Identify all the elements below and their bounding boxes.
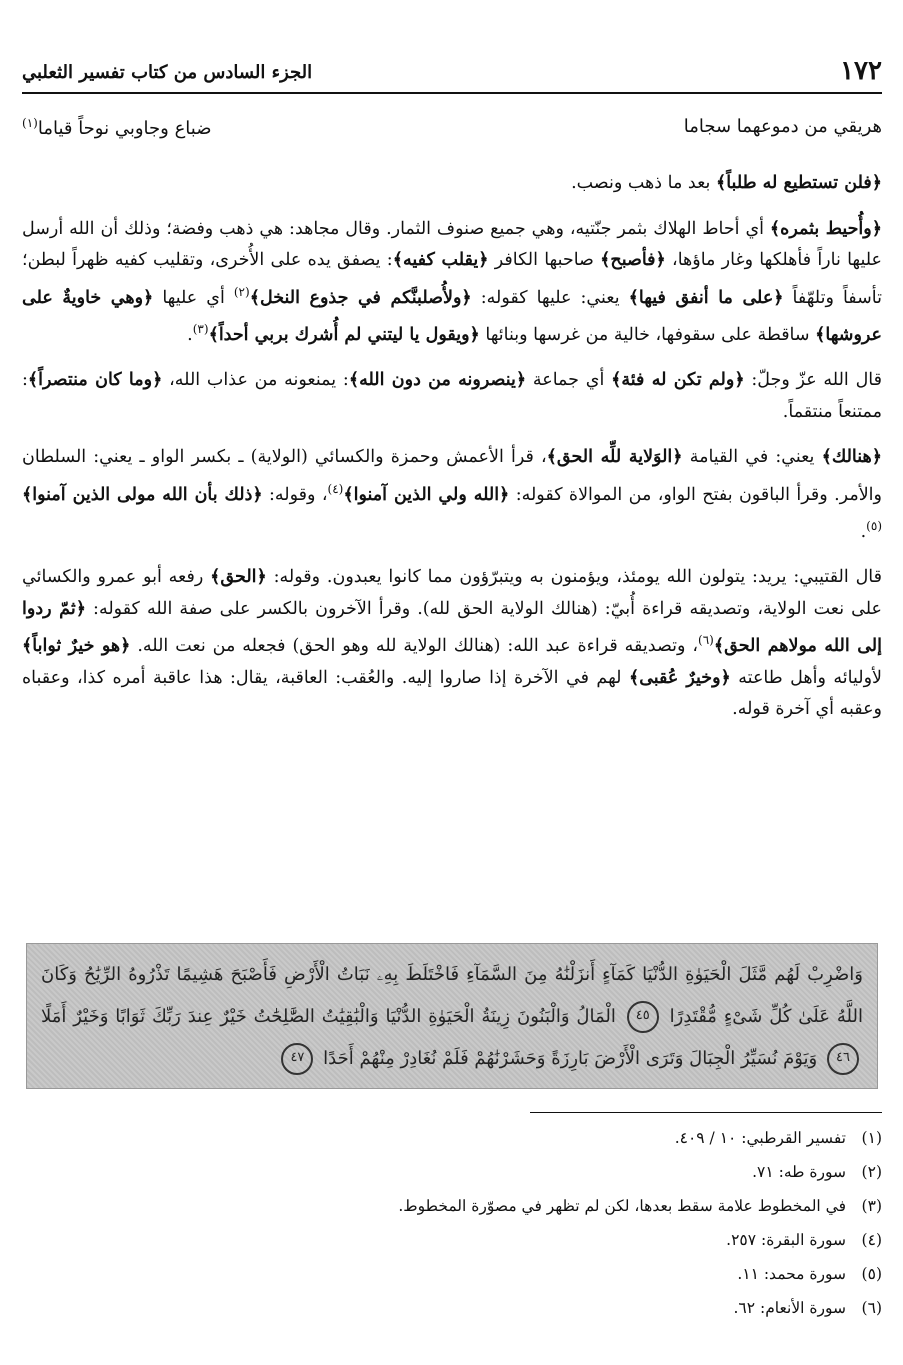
book-page	[22, 0, 882, 1365]
quran-quote: ﴿ينصرونه من دون الله﴾	[348, 370, 527, 391]
paragraph-text: صاحبها الكافر	[488, 250, 601, 270]
paragraph-text: أي عليها	[153, 287, 234, 308]
footnote-number: (٢)	[861, 1163, 882, 1181]
footnote-rule	[530, 1112, 882, 1113]
quran-quote: ﴿ثمّ ردوا إلى الله مولاهم الحق﴾	[22, 598, 882, 657]
paragraph	[22, 168, 882, 200]
poetry-verse	[22, 116, 882, 156]
paragraph-text: ، وقوله:	[262, 484, 328, 505]
quran-quote: ﴿ويقول يا ليتني لم أُشرك بربي أحداً﴾	[208, 324, 480, 345]
quran-quote: ﴿وهي خاويةٌ على عروشها﴾	[22, 287, 882, 345]
ayah-number-marker: ٤٥	[627, 1001, 659, 1033]
quran-verse: وَاضْرِبْ لَهُم مَّثَلَ الْحَيَوٰةِ الدُّنْيَا كَمَآءٍ أَنزَلْنَٰهُ مِنَ السَّمَآءِ فَاخْتَلَطَ بِهِۦ نَبَاتُ الْأَرْضِ فَأَصْبَحَ هَشِيمًا تَذْرُوهُ الرِّيَٰحُ وَكَانَ اللَّهُ عَلَىٰ كُلِّ شَىْءٍ مُّقْتَدِرًا	[41, 964, 863, 1027]
footnote-number: (٤)	[861, 1231, 882, 1249]
footnote	[22, 1124, 882, 1158]
footnote-ref[interactable]: (١)	[22, 116, 38, 130]
footnote	[22, 1226, 882, 1260]
paragraph-text: أي جماعة	[526, 370, 612, 391]
paragraph	[22, 365, 882, 428]
quran-verse: وَيَوْمَ نُسَيِّرُ الْجِبَالَ وَتَرَى الْأَرْضَ بَارِزَةً وَحَشَرْنَٰهُمْ فَلَمْ نُغَادِرْ مِنْهُمْ أَحَدًا	[323, 1048, 818, 1069]
footnote-number: (٣)	[861, 1197, 882, 1215]
paragraph-text: ، وتصديقه قراءة عبد الله: (هنالك الولاية لله وهو الحق) فجعله من نعت الله.	[130, 636, 699, 657]
paragraph-text: يعني: في القيامة	[682, 447, 822, 468]
header-rule	[22, 92, 882, 94]
verse-hemistich-first: هريقي من دموعهما سجاما	[683, 116, 882, 137]
paragraph-text: .	[860, 521, 867, 542]
paragraph-text: أي أحاط الهلاك بثمر جنّتيه، وهي جميع صنوف الثمار. وقال مجاهد: هي ذهب وفضة؛ وذلك أن الله أرسل عليها ناراً فأهلكها وغار ماؤها،	[22, 218, 882, 270]
footnotes	[22, 1124, 882, 1328]
paragraph-text: رفعه أبو عمرو والكسائي على نعت الولاية، وتصديقه قراءة أُبيّ: (هنالك الولاية الحق لله). وقرأ الآخرون بالكسر على صفة الله كقوله:	[22, 567, 882, 619]
quran-quote: ﴿وأُحيط بثمره﴾	[769, 218, 882, 239]
quran-quote: ﴿الله ولي الذين آمنوا﴾	[343, 484, 510, 505]
footnote-ref[interactable]: (٣)	[192, 321, 209, 336]
footnote-ref[interactable]: (٢)	[233, 284, 250, 299]
paragraph-text: يعني: عليها كقوله:	[471, 287, 629, 308]
quran-quote: ﴿فلن تستطيع له طلباً﴾	[715, 173, 882, 193]
quran-verse: الْمَالُ وَالْبَنُونَ زِينَةُ الْحَيَوٰةِ الدُّنْيَا وَالْبَٰقِيَٰتُ الصَّٰلِحَٰتُ خَيْرٌ عِندَ رَبِّكَ ثَوَابًا وَخَيْرٌ أَمَلًا	[41, 1006, 616, 1027]
quran-quote: ﴿ذلك بأن الله مولى الذين آمنوا﴾	[22, 484, 263, 505]
paragraph-text: .	[187, 324, 193, 345]
page-number: ١٧٢	[840, 56, 882, 86]
footnote-text: تفسير القرطبي: ١٠ / ٤٠٩.	[674, 1129, 846, 1147]
footnote-text: سورة طه: ٧١.	[752, 1163, 846, 1181]
quran-quote: ﴿ولأُصلبنَّكم في جذوع النخل﴾	[249, 287, 472, 308]
quran-quote: ﴿وما كان منتصراً﴾	[27, 370, 163, 391]
paragraph-text: قال القتيبي: يريد: يتولون الله يومئذ، ويؤمنون به ويتبرّؤون مما كانوا يعبدون. وقوله:	[266, 567, 882, 588]
ayah-number-marker: ٤٧	[281, 1043, 313, 1075]
quran-quote: ﴿وخيرٌ عُقبى﴾	[628, 667, 731, 688]
quran-quote: ﴿هو خيرٌ ثواباً﴾	[22, 636, 131, 657]
ayah-number-marker: ٤٦	[827, 1043, 859, 1075]
quran-quote: ﴿الحق﴾	[210, 567, 267, 588]
footnote	[22, 1294, 882, 1328]
footnote-number: (١)	[861, 1129, 882, 1147]
footnote-ref[interactable]: (٦)	[698, 633, 714, 648]
footnote	[22, 1260, 882, 1294]
quran-verses-box	[26, 943, 878, 1089]
paragraph-text: قال الله عزّ وجلّ:	[744, 370, 882, 391]
footnote	[22, 1158, 882, 1192]
footnote-number: (٥)	[861, 1265, 882, 1283]
paragraph-text: : ممتنعاً منتقماً.	[22, 370, 882, 422]
paragraph-text: لهم في الآخرة إذا صاروا إليه. والعُقب: العاقبة، يقال: هذا عاقبة أمره كذا، وعقباه وعقبه أي آخرة قوله.	[22, 667, 882, 720]
running-title: الجزء السادس من كتاب تفسير الثعلبي	[22, 62, 313, 83]
footnote-text: سورة الأنعام: ٦٢.	[733, 1299, 846, 1317]
paragraph-text: : يمنعونه من عذاب الله،	[162, 370, 349, 391]
quran-quote: ﴿على ما أنفق فيها﴾	[628, 287, 784, 308]
footnote-number: (٦)	[861, 1299, 882, 1317]
paragraph-text: لأوليائه وأهل طاعته	[730, 667, 883, 688]
verse-hemistich-second-text: ضباع وجاوبي نوحاً قياما	[37, 118, 212, 139]
paragraph	[22, 214, 882, 352]
quran-quote: ﴿يقلب كفيه﴾	[392, 250, 489, 270]
paragraph-text: ساقطة على سقوفها، خالية من غرسها وبنائها	[479, 324, 816, 345]
footnote-text: في المخطوط علامة سقط بعدها، لكن لم تظهر في مصوّرة المخطوط.	[398, 1197, 846, 1215]
page-header	[22, 52, 882, 94]
quran-quote: ﴿الوَلاية للِّه الحق﴾	[546, 447, 683, 468]
paragraph	[22, 442, 882, 548]
verse-hemistich-second	[22, 116, 212, 139]
paragraph-text: بعد ما ذهب ونصب.	[571, 173, 716, 193]
main-text	[22, 168, 882, 740]
quran-quote: ﴿فأصبح﴾	[600, 250, 666, 270]
quran-quote: ﴿ولم تكن له فئة﴾	[611, 370, 745, 391]
quran-quote: ﴿هنالك﴾	[821, 447, 882, 468]
footnote	[22, 1192, 882, 1226]
footnote-text: سورة البقرة: ٢٥٧.	[726, 1231, 846, 1249]
footnote-text: سورة محمد: ١١.	[737, 1265, 846, 1283]
footnote-ref[interactable]: (٤)	[327, 481, 344, 496]
paragraph	[22, 562, 882, 725]
footnote-ref[interactable]: (٥)	[866, 518, 882, 533]
paragraph-text: : يصفق يده على الأُخرى، وتقليب كفيه ظهراً لبطن؛ تأسفاً وتلهّفاً	[22, 250, 882, 308]
paragraph-text: ، قرأ الأعمش وحمزة والكسائي (الولاية) ـ بكسر الواو ـ يعني: السلطان والأمر. وقرأ الباقون بفتح الواو، من الموالاة كقوله:	[22, 447, 882, 505]
